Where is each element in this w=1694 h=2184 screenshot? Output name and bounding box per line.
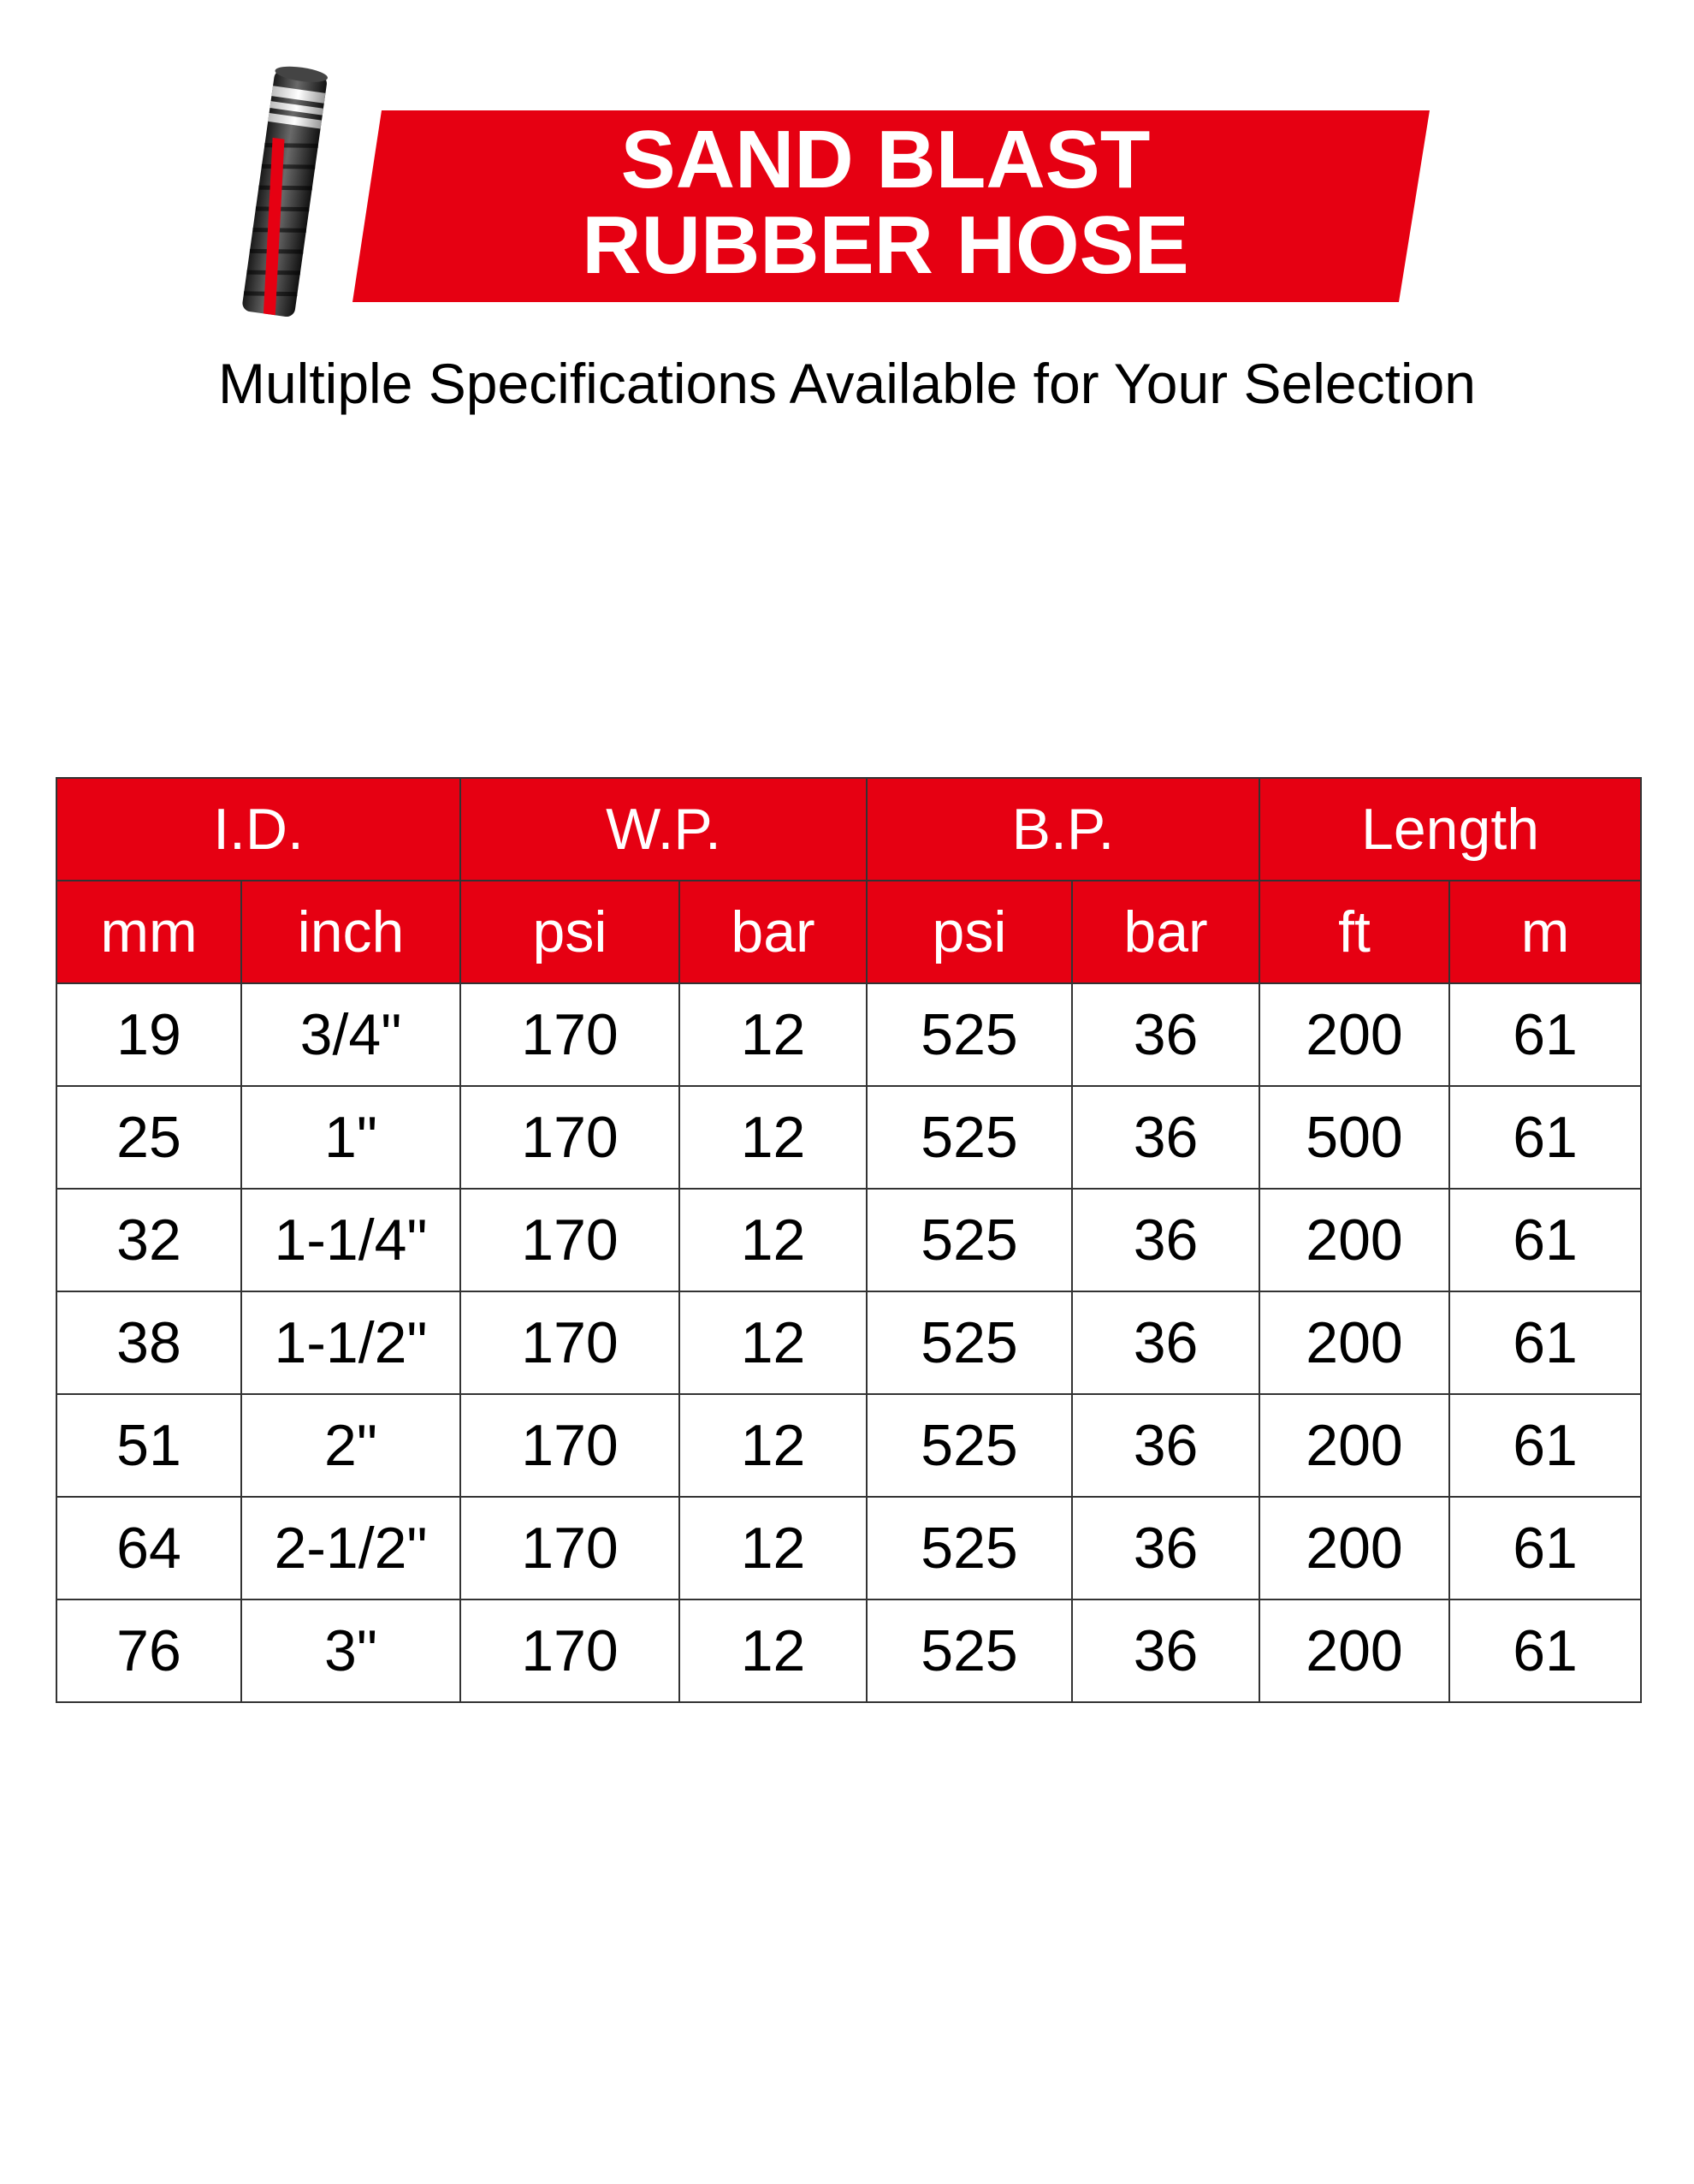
table-cell: 200 [1259, 983, 1449, 1086]
table-cell: 61 [1449, 1189, 1641, 1291]
table-cell: 170 [460, 1189, 679, 1291]
table-cell: 200 [1259, 1599, 1449, 1702]
table-cell: 61 [1449, 1497, 1641, 1599]
table-cell: 32 [56, 1189, 241, 1291]
table-row [56, 1189, 1641, 1291]
table-cell: 12 [679, 1394, 867, 1497]
subtitle: Multiple Specifications Available for Your Selection [217, 352, 1476, 415]
table-cell: 36 [1072, 1394, 1259, 1497]
sub-header-row [56, 881, 1641, 983]
table-row [56, 1394, 1641, 1497]
sub-header-m: m [1449, 881, 1641, 983]
table-cell: 170 [460, 1394, 679, 1497]
table-cell: 500 [1259, 1086, 1449, 1189]
hose-icon [224, 63, 352, 320]
table-cell: 200 [1259, 1291, 1449, 1394]
table-cell: 36 [1072, 1599, 1259, 1702]
table-cell: 12 [679, 983, 867, 1086]
table-cell: 200 [1259, 1189, 1449, 1291]
table-cell: 525 [867, 1291, 1072, 1394]
sub-header-inch: inch [241, 881, 460, 983]
table-cell: 38 [56, 1291, 241, 1394]
table-cell: 1-1/4" [241, 1189, 460, 1291]
group-header-wp: W.P. [460, 778, 867, 881]
table-cell: 76 [56, 1599, 241, 1702]
table-cell: 12 [679, 1189, 867, 1291]
table-cell: 61 [1449, 1599, 1641, 1702]
table-cell: 36 [1072, 1291, 1259, 1394]
table-cell: 12 [679, 1497, 867, 1599]
table-cell: 1-1/2" [241, 1291, 460, 1394]
table-cell: 36 [1072, 1189, 1259, 1291]
table-cell: 25 [56, 1086, 241, 1189]
title-line-1: SAND BLAST [620, 114, 1151, 205]
table-cell: 170 [460, 1599, 679, 1702]
table-cell: 36 [1072, 1086, 1259, 1189]
table-cell: 61 [1449, 983, 1641, 1086]
table-cell: 3/4" [241, 983, 460, 1086]
table-cell: 2-1/2" [241, 1497, 460, 1599]
table-row [56, 983, 1641, 1086]
table-row [56, 1086, 1641, 1189]
spec-table [56, 777, 1642, 1703]
sub-header-bp-bar: bar [1072, 881, 1259, 983]
sub-header-wp-bar: bar [679, 881, 867, 983]
table-cell: 170 [460, 1497, 679, 1599]
table-cell: 12 [679, 1086, 867, 1189]
table-cell: 525 [867, 1497, 1072, 1599]
page-title [368, 114, 1403, 291]
group-header-row [56, 778, 1641, 881]
table-cell: 170 [460, 1291, 679, 1394]
sub-header-bp-psi: psi [867, 881, 1072, 983]
table-cell: 170 [460, 983, 679, 1086]
sub-header-mm: mm [56, 881, 241, 983]
group-header-bp: B.P. [867, 778, 1259, 881]
table-cell: 525 [867, 1599, 1072, 1702]
table-cell: 200 [1259, 1394, 1449, 1497]
table-cell: 3" [241, 1599, 460, 1702]
table-cell: 61 [1449, 1291, 1641, 1394]
table-cell: 525 [867, 1086, 1072, 1189]
table-cell: 12 [679, 1291, 867, 1394]
table-cell: 51 [56, 1394, 241, 1497]
sub-header-wp-psi: psi [460, 881, 679, 983]
table-cell: 2" [241, 1394, 460, 1497]
table-cell: 12 [679, 1599, 867, 1702]
table-row [56, 1497, 1641, 1599]
table-cell: 64 [56, 1497, 241, 1599]
table-cell: 36 [1072, 983, 1259, 1086]
table-cell: 525 [867, 983, 1072, 1086]
table-cell: 525 [867, 1394, 1072, 1497]
table-cell: 61 [1449, 1394, 1641, 1497]
table-cell: 170 [460, 1086, 679, 1189]
table-row [56, 1599, 1641, 1702]
table-cell: 1" [241, 1086, 460, 1189]
table-cell: 19 [56, 983, 241, 1086]
group-header-length: Length [1259, 778, 1641, 881]
table-cell: 61 [1449, 1086, 1641, 1189]
table-cell: 200 [1259, 1497, 1449, 1599]
table-cell: 36 [1072, 1497, 1259, 1599]
table-cell: 525 [867, 1189, 1072, 1291]
title-line-2: RUBBER HOSE [582, 199, 1189, 291]
group-header-id: I.D. [56, 778, 460, 881]
table-row [56, 1291, 1641, 1394]
sub-header-ft: ft [1259, 881, 1449, 983]
